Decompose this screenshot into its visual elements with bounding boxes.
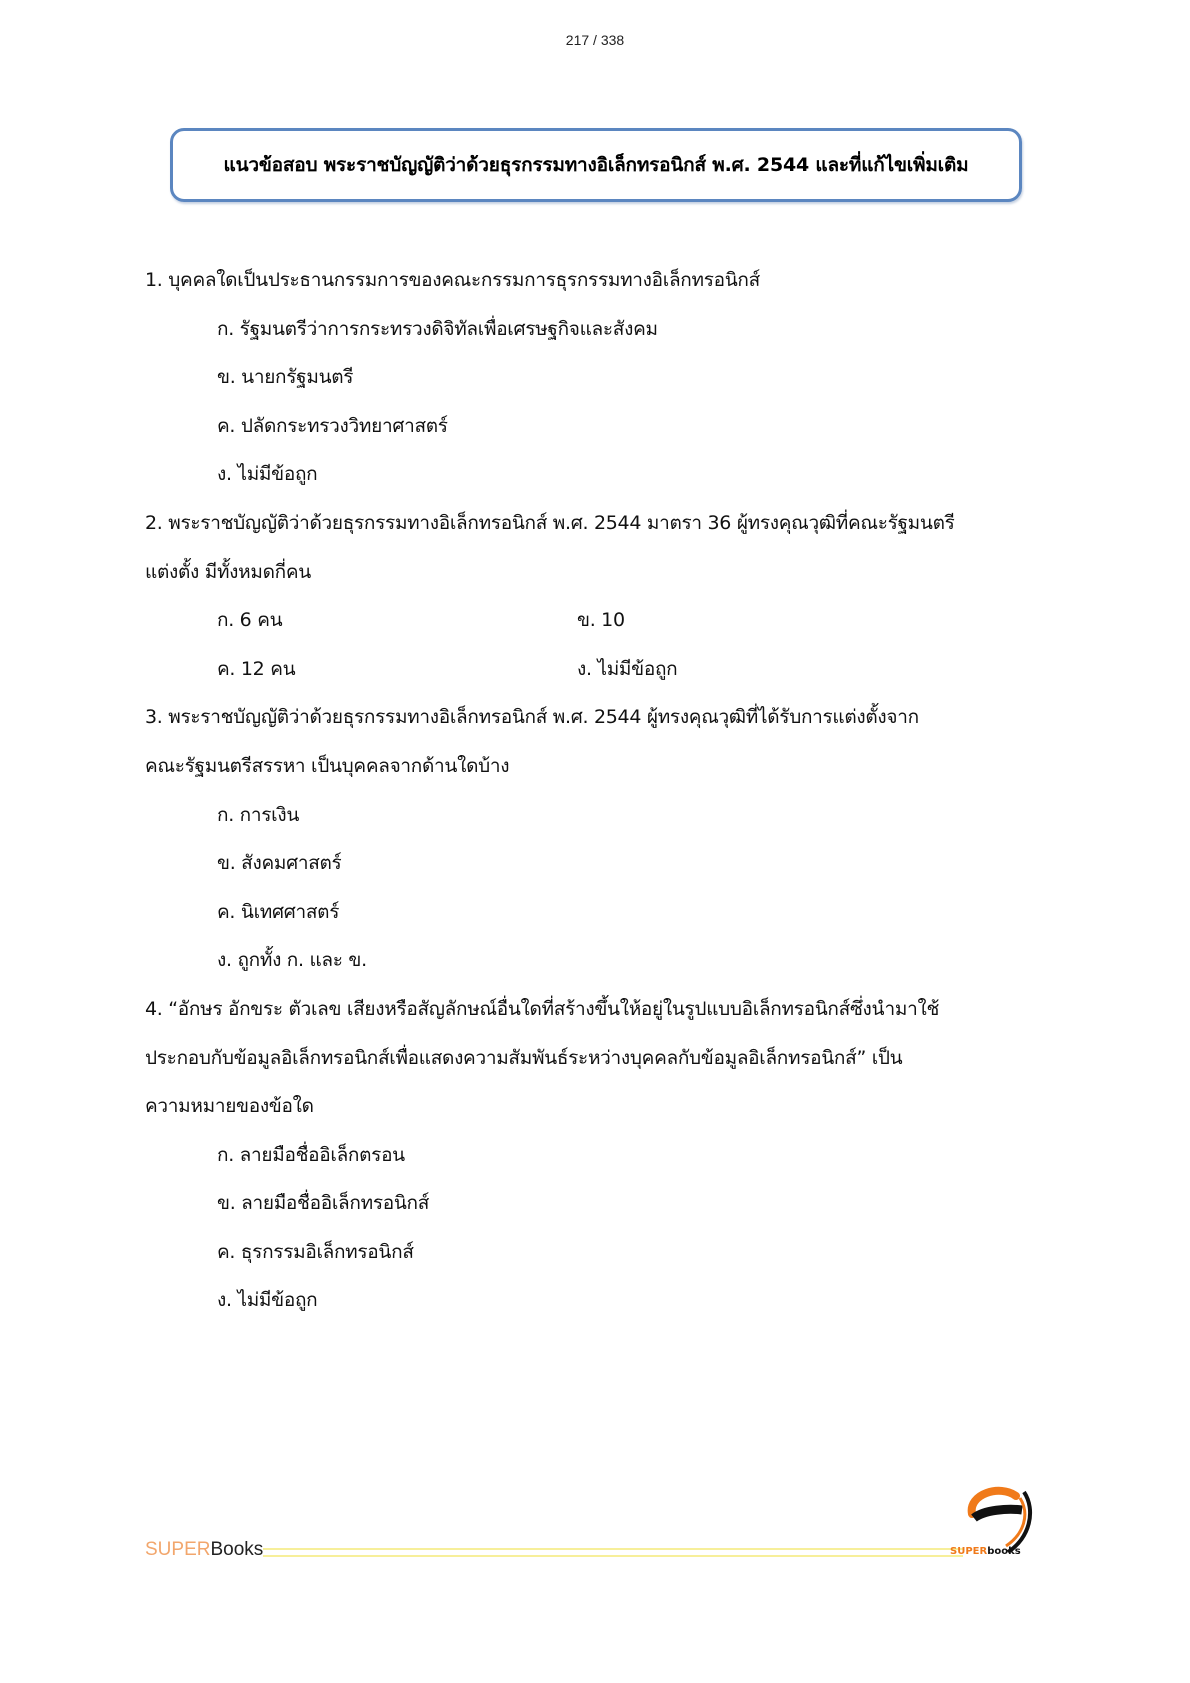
question-text: 1. บุคคลใดเป็นประธานกรรมการของคณะกรรมการธุรกรรมทางอิเล็กทรอนิกส์: [145, 269, 760, 291]
footer-brand: [145, 1539, 263, 1561]
footer: [145, 1535, 1045, 1575]
option-c: ค. นิเทศศาสตร์: [217, 900, 340, 923]
option-d: ง. ถูกทั้ง ก. และ ข.: [217, 949, 367, 972]
page-indicator: 217 / 338: [565, 32, 625, 48]
question-text-cont: แต่งตั้ง มีทั้งหมดกี่คน: [145, 560, 311, 583]
option-d: ง. ไม่มีข้อถูก: [577, 657, 678, 680]
option-b: ข. ลายมือชื่ออิเล็กทรอนิกส์: [217, 1192, 430, 1215]
question-1: [145, 256, 1025, 499]
title-box: [170, 128, 1022, 202]
option-a: ก. รัฐมนตรีว่าการกระทรวงดิจิทัลเพื่อเศรษฐกิจและสังคม: [217, 317, 658, 340]
question-text: 4. “อักษร อักขระ ตัวเลข เสียงหรือสัญลักษณ์อื่นใดที่สร้างขึ้นให้อยู่ในรูปแบบอิเล็กทรอนิกส์ซึ่งนำมาใช้: [145, 997, 940, 1020]
footer-divider: [263, 1548, 963, 1557]
question-2: [145, 499, 1025, 693]
question-text: 3. พระราชบัญญัติว่าด้วยธุรกรรมทางอิเล็กทรอนิกส์ พ.ศ. 2544 ผู้ทรงคุณวุฒิที่ได้รับการแต่งตั้งจาก: [145, 706, 919, 729]
option-row: [145, 645, 1025, 694]
option-a: ก. 6 คน: [217, 609, 283, 632]
superbooks-logo-text: [950, 1546, 1021, 1557]
option-row: [145, 596, 1025, 645]
question-text-cont: ความหมายของข้อใด: [145, 1095, 314, 1118]
option-b: ข. 10: [577, 609, 625, 632]
question-text-cont: ประกอบกับข้อมูลอิเล็กทรอนิกส์เพื่อแสดงความสัมพันธ์ระหว่างบุคคลกับข้อมูลอิเล็กทรอนิกส์” เป็น: [145, 1046, 903, 1069]
brand-part-super: SUPER: [145, 1539, 211, 1560]
option-b: ข. นายกรัฐมนตรี: [217, 366, 354, 389]
question-list: [145, 256, 1025, 1325]
brand-part-books: Books: [210, 1539, 264, 1560]
question-3: [145, 693, 1025, 985]
option-a: ก. ลายมือชื่ออิเล็กตรอน: [217, 1143, 405, 1166]
option-b: ข. สังคมศาสตร์: [217, 852, 342, 875]
question-text: 2. พระราชบัญญัติว่าด้วยธุรกรรมทางอิเล็กทรอนิกส์ พ.ศ. 2544 มาตรา 36 ผู้ทรงคุณวุฒิที่คณะรัฐมนตรี: [145, 511, 955, 534]
question-text-cont: คณะรัฐมนตรีสรรหา เป็นบุคคลจากด้านใดบ้าง: [145, 754, 510, 777]
logo-part-super: SUPER: [950, 1546, 988, 1557]
option-c: ค. ปลัดกระทรวงวิทยาศาสตร์: [217, 414, 448, 437]
option-c: ค. 12 คน: [217, 657, 296, 680]
question-4: [145, 985, 1025, 1325]
page-title: แนวข้อสอบ พระราชบัญญัติว่าด้วยธุรกรรมทางอิเล็กทรอนิกส์ พ.ศ. 2544 และที่แก้ไขเพิ่มเติม: [223, 154, 969, 176]
option-d: ง. ไม่มีข้อถูก: [217, 1289, 318, 1312]
option-c: ค. ธุรกรรมอิเล็กทรอนิกส์: [217, 1240, 414, 1263]
option-d: ง. ไม่มีข้อถูก: [217, 463, 318, 486]
option-a: ก. การเงิน: [217, 803, 300, 826]
logo-part-books: books: [987, 1546, 1021, 1557]
